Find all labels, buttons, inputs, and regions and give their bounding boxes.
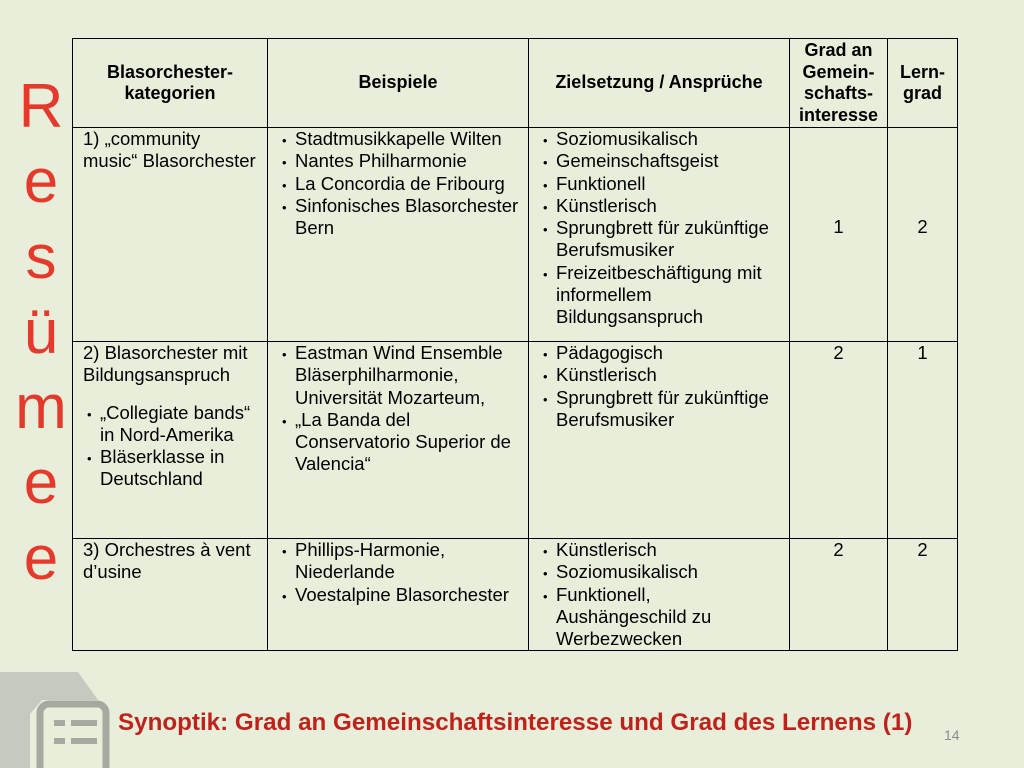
icon-line-short [54,720,65,726]
goal-item: • Funktionell [556,173,785,195]
example-item: • Voestalpine Blasorchester [295,584,524,606]
cell-community-interest: 2 [790,342,888,539]
goals-list [539,128,785,328]
goal-item: • Sprungbrett für zukünftige Berufsmusiker [556,387,785,432]
slide-title: Synoptik: Grad an Gemeinschaftsinteresse und Grad des Lernens (1) [118,709,913,736]
examples-list [278,342,524,476]
goal-item: • Künstlerisch [556,195,785,217]
category-sub-item: • „Collegiate bands“ in Nord-Amerika [100,402,263,447]
goal-item: • Funktionell, Aushängeschild zu Werbezwecken [556,584,785,651]
document-list-icon [0,668,130,768]
goal-item: • Künstlerisch [556,539,785,561]
icon-line-short [54,738,65,744]
example-item: • Sinfonisches Blasorchester Bern [295,195,524,240]
category-label: 1) „community music“ Blasorchester [83,128,256,172]
category-label: 3) Orchestres à vent d’usine [83,539,251,583]
goal-item: • Künstlerisch [556,364,785,386]
cell-category [73,342,268,539]
cell-examples [268,539,529,651]
goal-item: • Sprungbrett für zukünftige Berufsmusiker [556,217,785,262]
example-item: • „La Banda del Conservatorio Superior de Valencia“ [295,409,524,476]
header-examples: Beispiele [268,39,529,128]
cell-community-interest: 1 [790,128,888,342]
header-goals: Zielsetzung / Ansprüche [529,39,790,128]
cell-category [73,128,268,342]
cell-goals [529,539,790,651]
goal-item: • Soziomusikalisch [556,561,785,583]
cell-community-interest: 2 [790,539,888,651]
vertical-side-title: Resümee [15,72,67,593]
cell-category [73,539,268,651]
goals-list [539,342,785,431]
category-sub-item: • Bläserklasse in Deutschland [100,446,263,491]
example-item: • Stadtmusikkapelle Wilten [295,128,524,150]
cell-examples [268,342,529,539]
cell-examples [268,128,529,342]
example-item: • Nantes Philharmonie [295,150,524,172]
example-item: • Phillips-Harmonie, Niederlande [295,539,524,584]
example-item: • La Concordia de Fribourg [295,173,524,195]
category-label: 2) Blasorchester mit Bildungsanspruch [83,342,248,386]
goals-list [539,539,785,650]
cell-learning-degree: 2 [888,128,958,342]
table-row [73,128,958,342]
category-sub-list [83,402,263,491]
icon-frame [40,704,106,768]
table-header-row [73,39,958,128]
synopsis-table [72,38,958,651]
icon-line-long [71,738,97,744]
example-item: • Eastman Wind Ensemble Bläserphilharmonie, Universität Mozarteum, [295,342,524,409]
examples-list [278,539,524,606]
goal-item: • Pädagogisch [556,342,785,364]
cell-goals [529,128,790,342]
cell-learning-degree: 2 [888,539,958,651]
icon-line-long [71,720,97,726]
header-community-interest: Grad an Gemein- schafts- interesse [790,39,888,128]
header-learning-degree: Lern- grad [888,39,958,128]
table-row [73,342,958,539]
examples-list [278,128,524,239]
goal-item: • Gemeinschaftsgeist [556,150,785,172]
table-row [73,539,958,651]
header-category: Blasorchester- kategorien [73,39,268,128]
cell-goals [529,342,790,539]
goal-item: • Soziomusikalisch [556,128,785,150]
cell-learning-degree: 1 [888,342,958,539]
page-number: 14 [944,727,960,743]
goal-item: • Freizeitbeschäftigung mit informellem Bildungsanspruch [556,262,785,329]
